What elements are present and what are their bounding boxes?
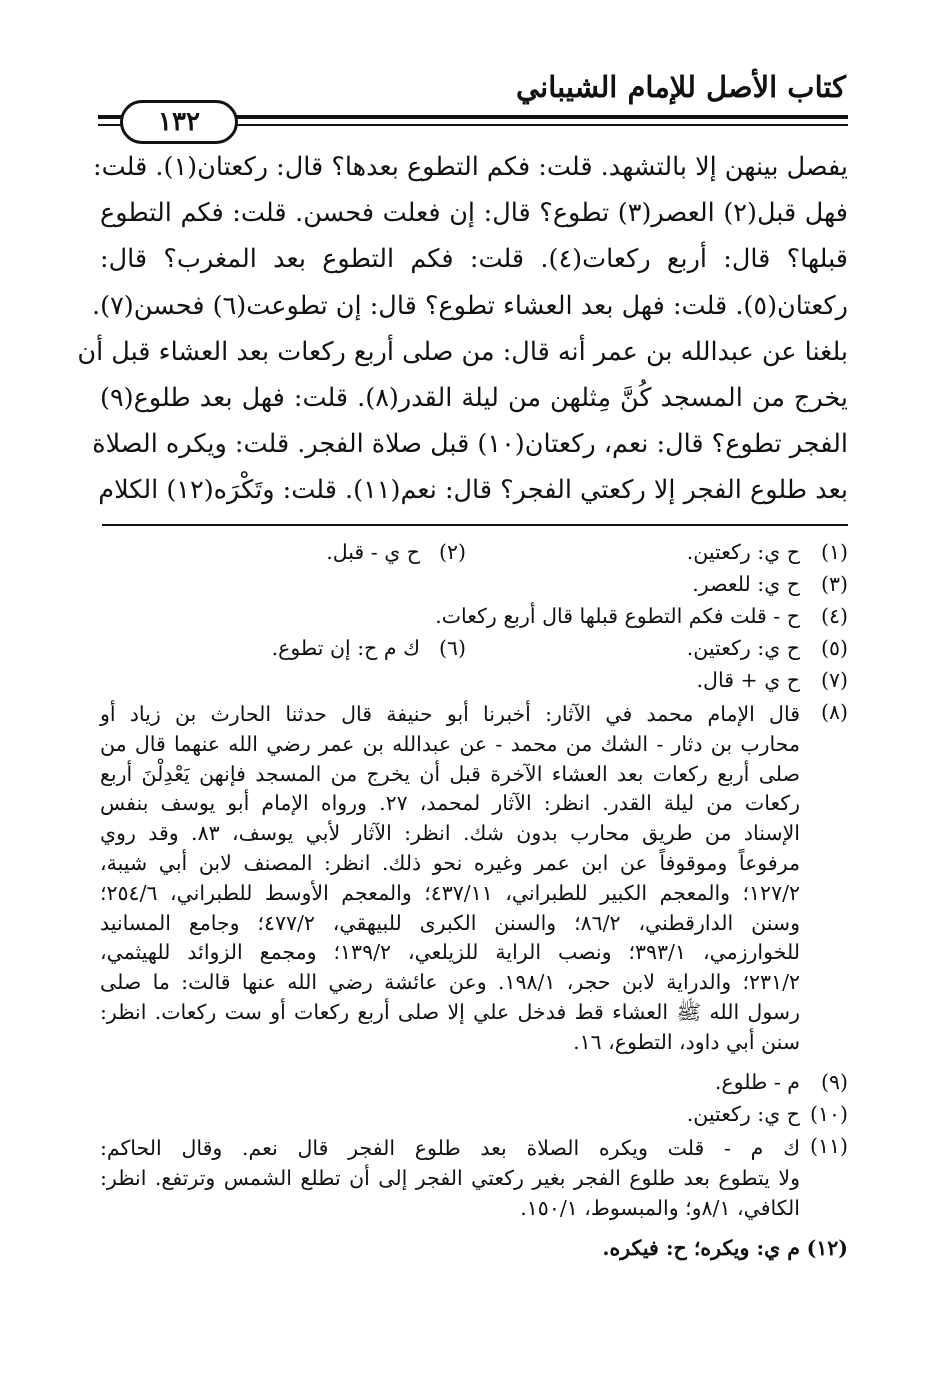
footnote-line: وسنن الدارقطني، ٨٦/٢؛ والسنن الكبرى للبيهقي، ٤٧٧/٢؛ وجامع المسانيد xyxy=(100,910,800,935)
footnote-text: م - طلوع. xyxy=(714,1070,800,1094)
main-line: الفجر تطوع؟ قال: نعم، ركعتان(١٠) قبل صلاة الفجر. قلت: ويكره الصلاة xyxy=(92,429,848,460)
footnote-line: الكافي، ٨/١و؛ والمبسوط، ١٥٠/١. xyxy=(520,1195,800,1220)
footnote-line: ك م - قلت ويكره الصلاة بعد طلوع الفجر قال نعم. وقال الحاكم: xyxy=(100,1136,800,1160)
footnote-number: (٣) xyxy=(820,572,848,596)
footnote-row xyxy=(88,604,848,634)
footnote-line: مرفوعاً وموقوفاً عن ابن عمر وغيره نحو ذلك. انظر: المصنف لابن أبي شيبة، xyxy=(100,850,800,875)
footnote-text: ح ي - قبل. xyxy=(326,540,420,564)
footnote-number: (١٢) xyxy=(806,1236,848,1260)
main-line: فهل قبل(٢) العصر(٣) تطوع؟ قال: إن فعلت فحسن. قلت: فكم التطوع xyxy=(100,198,848,229)
footnote-row xyxy=(88,1070,848,1100)
footnote-paragraph xyxy=(100,1134,800,1223)
footnote-text: ح - قلت فكم التطوع قبلها قال أربع ركعات. xyxy=(435,604,800,628)
footnote-row xyxy=(88,636,848,666)
footnote-text: م ي: ويكره؛ ح: فيكره. xyxy=(602,1236,800,1260)
footnote-number: (٩) xyxy=(820,1070,848,1094)
footnote-line: قال الإمام محمد في الآثار: أخبرنا أبو حنيفة قال حدثنا الحارث بن زياد أو xyxy=(100,702,800,726)
footnote-number: (٧) xyxy=(820,668,848,692)
main-line: بعد طلوع الفجر إلا ركعتي الفجر؟ قال: نعم(١١). قلت: وتَكْرَه(١٢) الكلام xyxy=(98,475,848,506)
footnote-number: (٦) xyxy=(438,636,466,660)
footnote-paragraph xyxy=(100,700,800,1058)
footnote-text: ح ي + قال. xyxy=(696,668,800,692)
footnote-text: ح ي: ركعتين. xyxy=(686,636,800,660)
main-line: قبلها؟ قال: أربع ركعات(٤). قلت: فكم التطوع بعد المغرب؟ قال: xyxy=(100,244,848,275)
footnote-line: رسول الله ﷺ العشاء قط فدخل علي إلا صلى أربع ركعات أو ست ركعات. انظر: xyxy=(100,999,800,1024)
footnote-row xyxy=(88,700,848,1060)
footnote-line: سنن أبي داود، التطوع، ١٦. xyxy=(573,1029,800,1054)
footnote-line: ركعات من ليلة القدر. انظر: الآثار لمحمد، ٢٧. ورواه الإمام أبو يوسف بنفس xyxy=(100,791,800,816)
footnote-line: محارب بن دثار - الشك من محمد - عن عبدالله بن عمر رضي الله عنهما قال من xyxy=(100,731,800,756)
footnote-text: ح ي: للعصر. xyxy=(692,572,800,596)
footnote-row xyxy=(88,668,848,698)
footnote-number: (٥) xyxy=(820,636,848,660)
footnote-number: (١١) xyxy=(809,1134,848,1158)
footnote-row xyxy=(88,1102,848,1132)
footnote-text: ك م ح: إن تطوع. xyxy=(271,636,420,660)
main-line: ركعتان(٥). قلت: فهل بعد العشاء تطوع؟ قال: إن تطوعت(٦) فحسن(٧). xyxy=(92,290,848,321)
footnote-number: (٢) xyxy=(438,540,466,564)
footnote-text: ح ي: ركعتين. xyxy=(686,1102,800,1126)
footnote-line: ١٢٧/٢؛ والمعجم الكبير للطبراني، ٤٣٧/١١؛ والمعجم الأوسط للطبراني، ٢٥٤/٦؛ xyxy=(100,880,800,905)
footnote-number: (١) xyxy=(820,540,848,564)
footnote-row xyxy=(88,1236,848,1266)
footnote-line: الإسناد من طريق محارب بدون شك. انظر: الآثار لأبي يوسف، ٨٣. وقد روي xyxy=(100,821,800,846)
footnote-number: (١٠) xyxy=(809,1102,848,1126)
footnote-row xyxy=(88,1134,848,1226)
footnote-line: ولا يتطوع بعد طلوع الفجر بغير ركعتي الفجر إلى أن تطلع الشمس وترتفع. انظر: xyxy=(100,1165,800,1190)
footnote-line: صلى أربع ركعات بعد العشاء الآخرة قبل أن يخرج من المسجد فإنهن يَعْدِلْنَ أربع xyxy=(100,761,800,786)
main-line: بلغنا عن عبدالله بن عمر أنه قال: من صلى أربع ركعات بعد العشاء قبل أن xyxy=(77,336,848,367)
page-number: ١٣٢ xyxy=(120,100,238,144)
main-text xyxy=(77,144,848,514)
footnote-separator xyxy=(102,524,848,526)
footnote-number: (٨) xyxy=(820,700,848,724)
footnote-line: ٢٣١/٢؛ والدراية لابن حجر، ١٩٨/١. وعن عائشة رضي الله عنها قالت: ما صلى xyxy=(100,970,800,995)
footnote-line: للخوارزمي، ٣٩٣/١؛ ونصب الراية للزيلعي، ١٣٩/٢؛ ومجمع الزوائد للهيثمي، xyxy=(100,940,800,965)
main-line: يفصل بينهن إلا بالتشهد. قلت: فكم التطوع بعدها؟ قال: ركعتان(١). قلت: xyxy=(93,152,848,182)
footnote-text: ح ي: ركعتين. xyxy=(686,540,800,564)
footnote-number: (٤) xyxy=(820,604,848,628)
main-line: يخرج من المسجد كُنَّ مِثلهن من ليلة القدر(٨). قلت: فهل بعد طلوع(٩) xyxy=(100,382,848,413)
footnote-row xyxy=(88,572,848,602)
footnote-row xyxy=(88,540,848,570)
book-title: كتاب الأصل للإمام الشيباني xyxy=(516,70,846,104)
